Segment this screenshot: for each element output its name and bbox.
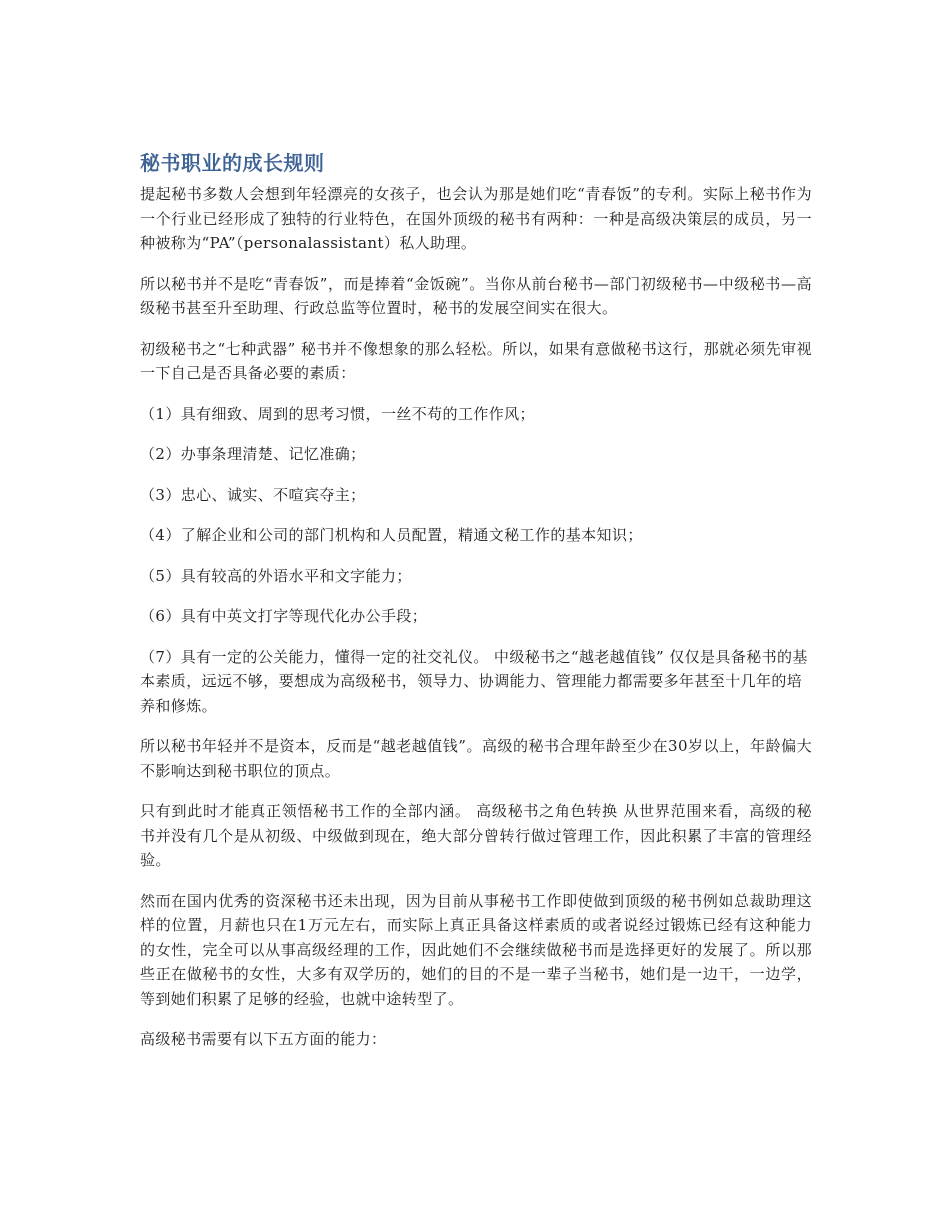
paragraph-age-value: 所以秘书年轻并不是资本，反而是“越老越值钱”。高级的秘书合理年龄至少在30岁以上，年龄偏大不影响达到秘书职位的顶点。 [140,737,812,780]
list-item: （5）具有较高的外语水平和文字能力； [140,566,412,585]
document-page [140,148,812,1068]
paragraph-domestic: 然而在国内优秀的资深秘书还未出现，因为目前从事秘书工作即使做到顶级的秘书例如总裁助理这样的位置，月薪也只在1万元左右，而实际上真正具备这样素质的或者说经过锻炼已经有这种能力的女性，完全可以从事高级经理的工作，因此她们不会继续做秘书而是选择更好的发展了。所以那些正在做秘书的女性，大多有双学历的，她们的目的不是一辈子当秘书，她们是一边干，一边学，等到她们积累了足够的经验，也就中途转型了。 [140,891,812,1008]
paragraph-intro: 提起秘书多数人会想到年轻漂亮的女孩子，也会认为那是她们吃“青春饭”的专利。实际上秘书作为一个行业已经形成了独特的行业特色，在国外顶级的秘书有两种：一种是高级决策层的成员，另一种被称为“PA”（personalassistant）私人助理。 [140,185,812,252]
paragraph-five-abilities: 高级秘书需要有以下五方面的能力： [140,1030,387,1048]
paragraph-role-change: 只有到此时才能真正领悟秘书工作的全部内涵。 高级秘书之角色转换 从世界范围来看，高级的秘书并没有几个是从初级、中级做到现在，绝大部分曾转行做过管理工作，因此积累了丰富的管理经验。 [140,802,812,869]
list-item: （2）办事条理清楚、记忆准确； [140,445,366,463]
list-item: （1）具有细致、周到的思考习惯，一丝不苟的工作作风； [140,404,535,423]
list-item: （4）了解企业和公司的部门机构和人员配置，精通文秘工作的基本知识； [140,526,643,544]
paragraph-seven-weapons: 初级秘书之“七种武器” 秘书并不像想象的那么轻松。所以，如果有意做秘书这行，那就必须先审视一下自己是否具备必要的素质： [140,339,812,382]
document-title: 秘书职业的成长规则 [140,151,325,175]
paragraph-career-path: 所以秘书并不是吃“青春饭”，而是捧着“金饭碗”。当你从前台秘书—部门初级秘书—中级秘书—高级秘书甚至升至助理、行政总监等位置时，秘书的发展空间实在很大。 [140,274,812,317]
list-item: （7）具有一定的公关能力，懂得一定的社交礼仪。 中级秘书之“越老越值钱” 仅仅是具备秘书的基本素质，远远不够，要想成为高级秘书，领导力、协调能力、管理能力都需要多年甚至十几年的培养和修炼。 [140,647,808,715]
list-item: （6）具有中英文打字等现代化办公手段； [140,607,428,625]
list-item: （3）忠心、诚实、不喧宾夺主； [140,485,366,504]
